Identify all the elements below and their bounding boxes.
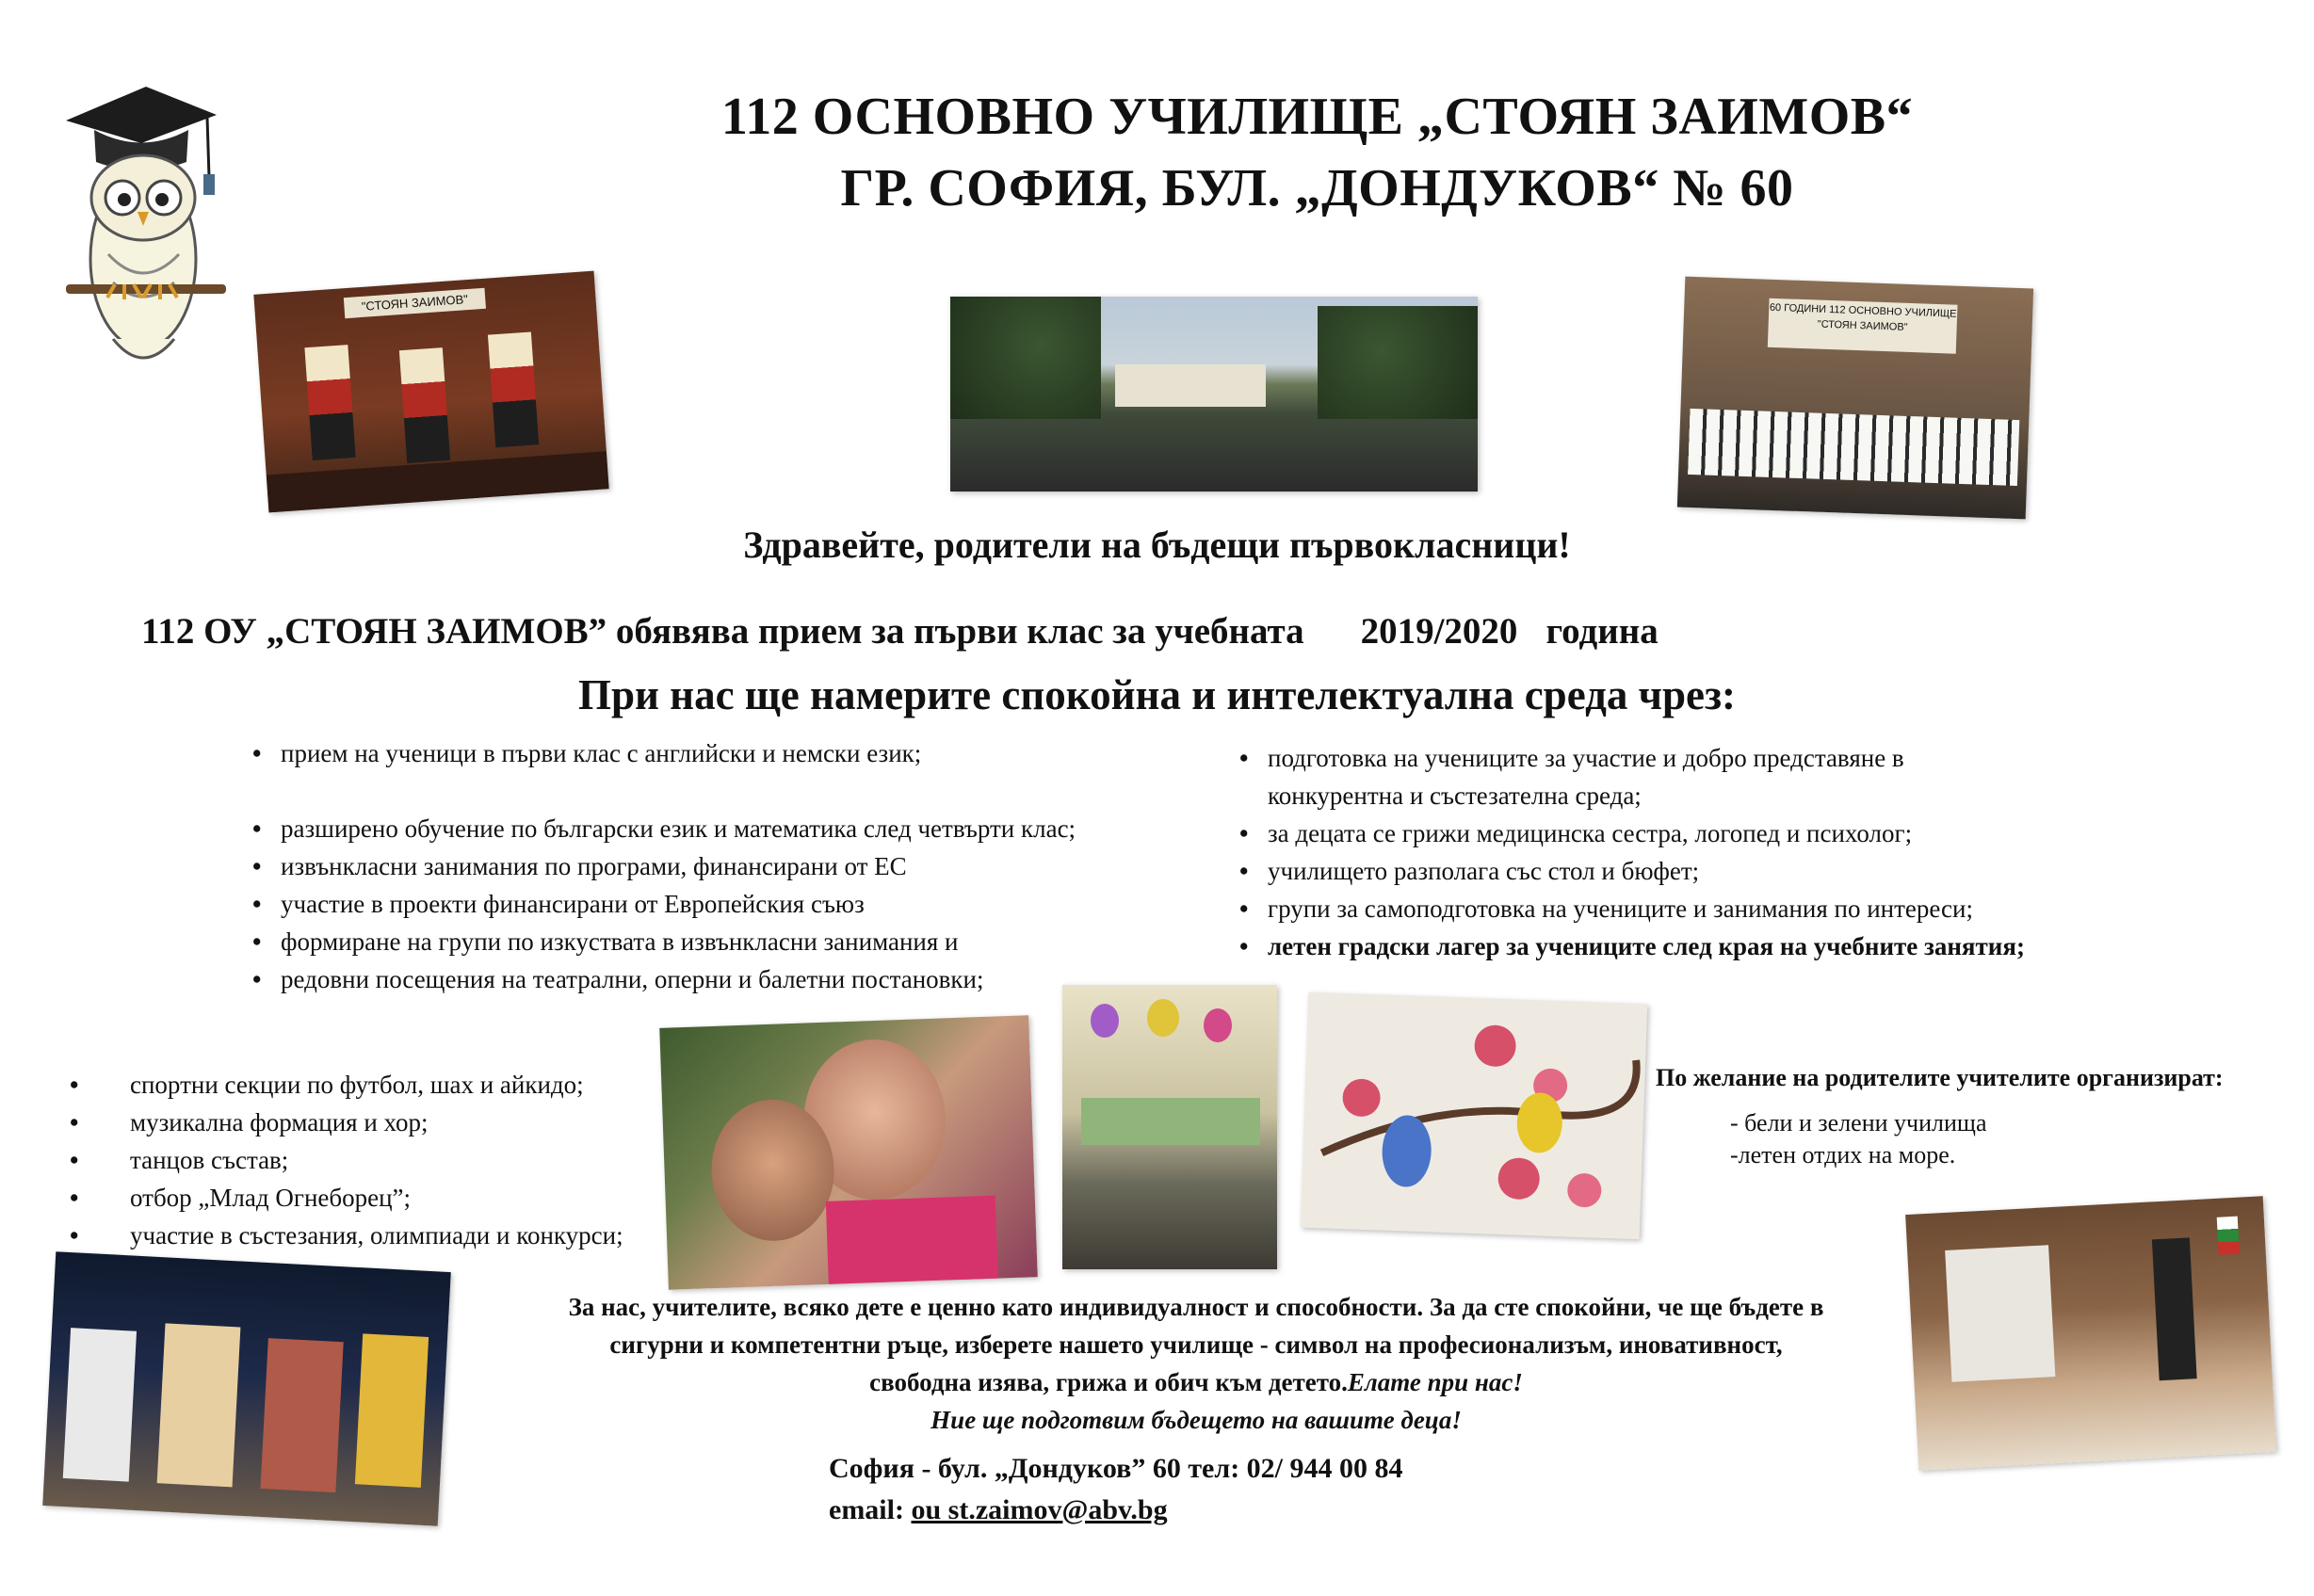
parents-item: -летен отдих на море. xyxy=(1730,1141,1956,1169)
closing-line: За нас, учителите, всяко дете е ценно като индивидуалност и способности. За да сте спокойни, че ще бъдете в xyxy=(568,1293,1824,1321)
closing-invite: Елате при нас! xyxy=(1347,1368,1523,1396)
closing-line: свободна изява, грижа и обич към детето.Елате при нас! xyxy=(869,1368,1523,1396)
parents-item: - бели и зелени училища xyxy=(1730,1109,1987,1137)
list-item-continuation: конкурентна и състезателна среда; xyxy=(1268,782,1642,810)
list-item: • участие в състезания, олимпиади и конкурси; xyxy=(64,1217,704,1254)
photo-classroom-balloons xyxy=(1062,985,1277,1269)
photo-dancers-stage xyxy=(253,271,608,513)
list-item: • извънкласни занимания по програми, финансирани от ЕС xyxy=(247,847,1141,885)
list-item: • танцов състав; xyxy=(64,1141,704,1179)
list-item: • прием на ученици в първи клас с английски и немски език; xyxy=(247,734,1141,772)
list-item: • училището разполага със стол и бюфет; xyxy=(1234,852,2232,890)
list-item: • формиране на групи по изкуствата в извънкласни занимания и xyxy=(247,923,1141,960)
list-item: • групи за самоподготовка на учениците и занимания по интереси; xyxy=(1234,890,2232,927)
list-item: • разширено обучение по български език и математика след четвърти клас; xyxy=(247,810,1141,847)
closing-message xyxy=(490,1288,1902,1439)
choir-banner: 60 ГОДИНИ 112 ОСНОВНО УЧИЛИЩЕ "СТОЯН ЗАИМОВ" xyxy=(1768,298,1958,354)
closing-line: Ние ще подготвим бъдещето на вашите деца! xyxy=(930,1406,1462,1434)
left-feature-list xyxy=(247,734,1141,998)
list-item: • спортни секции по футбол, шах и айкидо; xyxy=(64,1066,704,1104)
announcement-suffix: година xyxy=(1545,611,1659,652)
school-title-line2: ГР. СОФИЯ, БУЛ. „ДОНДУКОВ“ № 60 xyxy=(840,159,1794,218)
list-item: • отбор „Млад Огнеборец”; xyxy=(64,1179,704,1217)
list-item: • за децата се грижи медицинска сестра, логопед и психолог; xyxy=(1234,814,2232,852)
list-item: • летен градски лагер за учениците след края на учебните занятия; xyxy=(1234,927,2232,965)
photo-folk-costumes xyxy=(1905,1196,2276,1471)
photo-choir-anniversary xyxy=(1677,277,2033,520)
list-item: • музикална формация и хор; xyxy=(64,1104,704,1141)
photo-school-building xyxy=(950,297,1478,492)
list-item: • участие в проекти финансирани от Европейския съюз xyxy=(247,885,1141,923)
closing-line: сигурни и компетентни ръце, изберете нашето училище - символ на професионализъм, иновативност, xyxy=(609,1330,1783,1359)
list-item: • редовни посещения на театрални, оперни и балетни постановки; xyxy=(247,960,1141,998)
right-feature-list xyxy=(1234,739,2232,965)
parents-heading: По желание на родителите учителите организират: xyxy=(1656,1064,2224,1091)
photo-face-painted-kids xyxy=(659,1015,1037,1290)
stage-banner: "СТОЯН ЗАИМОВ" xyxy=(344,288,486,318)
photo-bird-painting xyxy=(1301,992,1648,1239)
email-link[interactable]: ou st.zaimov@abv.bg xyxy=(911,1494,1168,1525)
contact-block xyxy=(829,1448,1403,1531)
list-item: • подготовка на учениците за участие и добро представяне в xyxy=(1234,739,2232,777)
announcement-text: 112 ОУ „СТОЯН ЗАИМОВ” обявява прием за първи клас за учебната xyxy=(141,611,1304,652)
school-title-line1: 112 ОСНОВНО УЧИЛИЩЕ „СТОЯН ЗАИМОВ“ xyxy=(720,88,1914,146)
contact-address: София - бул. „Дондуков” 60 тел: 02/ 944 00 84 xyxy=(829,1453,1403,1484)
greeting-heading: Здравейте, родители на бъдещи първокласници! xyxy=(743,524,1571,566)
admission-announcement xyxy=(141,610,1659,653)
contact-email-row: email: ou st.zaimov@abv.bg xyxy=(829,1494,1168,1525)
school-year: 2019/2020 xyxy=(1360,611,1518,652)
activities-list xyxy=(64,1066,704,1254)
photo-theatre-children xyxy=(42,1251,451,1526)
environment-subheading: При нас ще намерите спокойна и интелектуална среда чрез: xyxy=(577,671,1737,718)
